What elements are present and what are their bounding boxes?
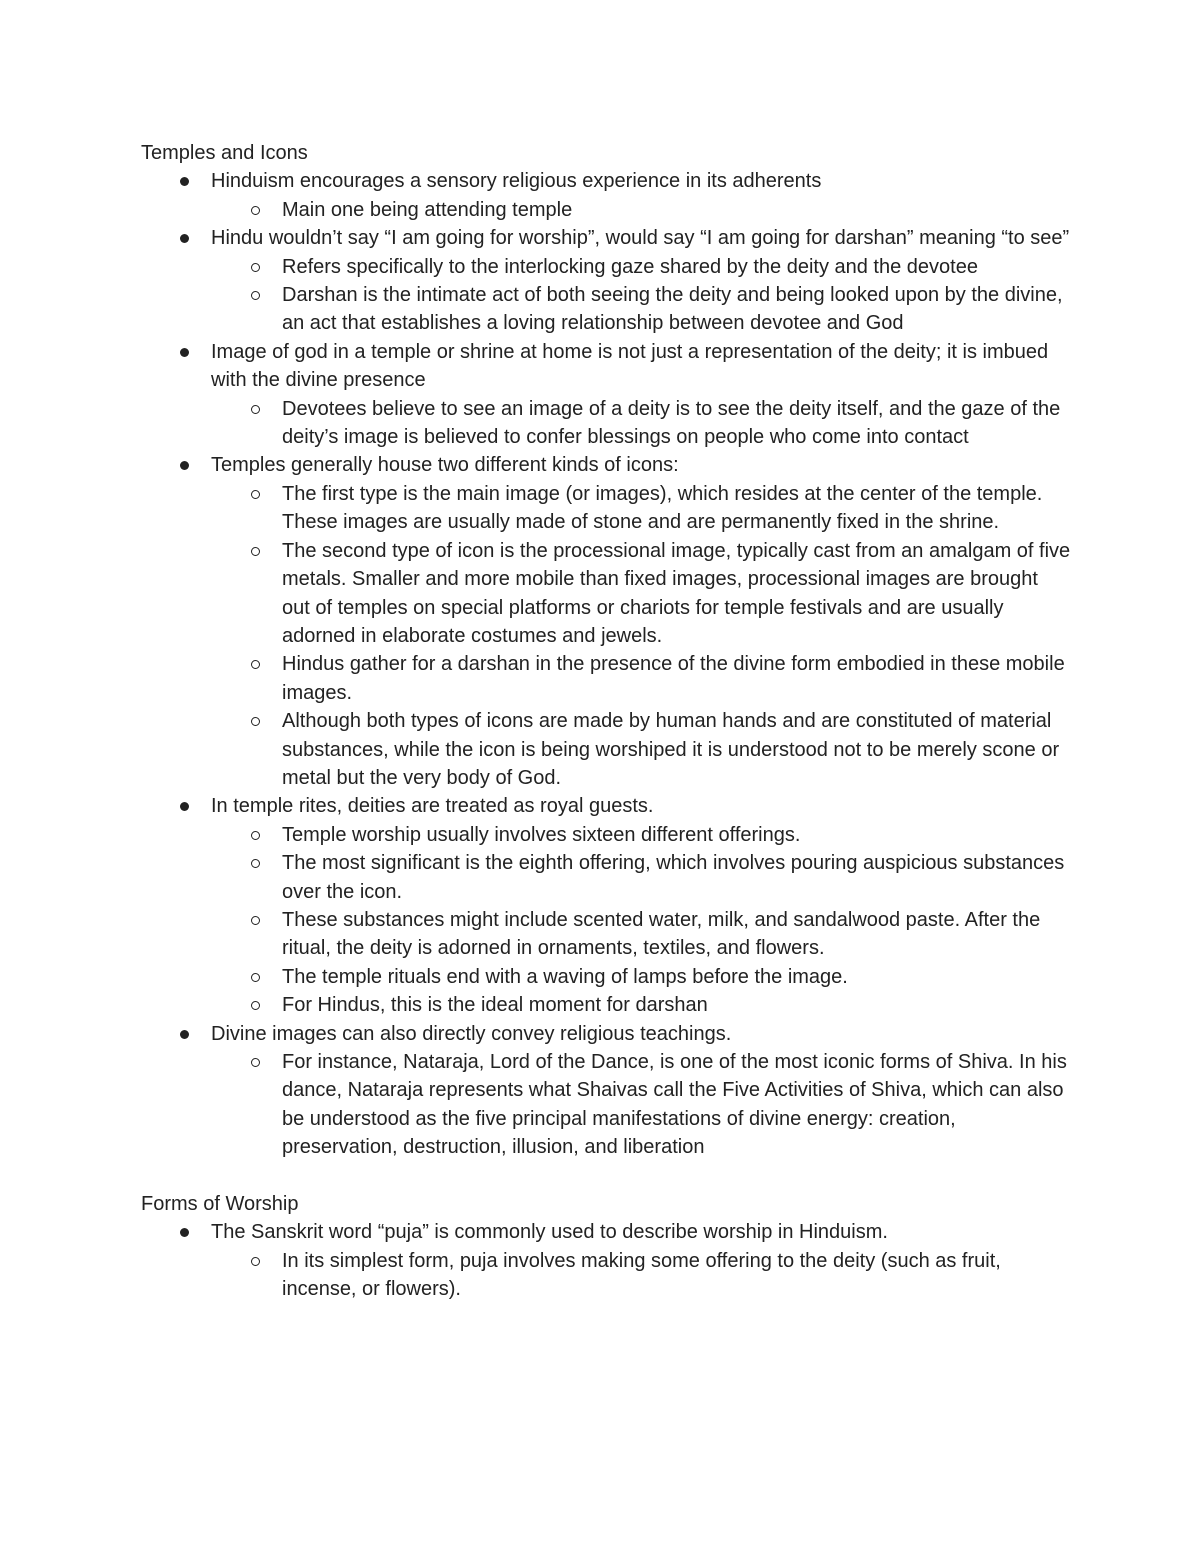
sub-list-item-text: Main one being attending temple [282,198,573,221]
sub-bullet-list [141,1048,1071,1162]
hollow-bullet-icon [251,859,260,868]
list-item-text: Divine images can also directly convey religious teachings. [211,1022,732,1045]
hollow-bullet-icon [251,405,260,414]
sub-list-item-text: The temple rituals end with a waving of lamps before the image. [282,965,848,988]
sub-list-item-text: For instance, Nataraja, Lord of the Dance, is one of the most iconic forms of Shiva. In his dance, Nataraja represents what Shaivas call the Five Activities of Shiva, which can also be understood as the five principal manifestations of divine energy: creation, preservation, destruction, illusion, and liberation [282,1051,1067,1159]
list-item [141,451,1071,792]
sub-bullet-list [141,1247,1071,1304]
filled-bullet-icon [180,348,189,357]
sub-bullet-list [141,253,1071,338]
sub-list-item-text: These substances might include scented water, milk, and sandalwood paste. After the ritual, the deity is adorned in ornaments, textiles, and flowers. [282,908,1041,960]
sub-bullet-list [141,395,1071,452]
list-item [141,224,1071,338]
sub-list-item [141,821,1071,849]
filled-bullet-icon [180,461,189,470]
list-item [141,792,1071,1019]
section-title: Forms of Worship [141,1193,299,1216]
hollow-bullet-icon [251,717,260,726]
list-item-text: Hindu wouldn’t say “I am going for worship”, would say “I am going for darshan” meaning “to see” [211,227,1070,250]
sub-list-item-text: Darshan is the intimate act of both seeing the deity and being looked upon by the divine, an act that establishes a loving relationship between devotee and God [282,284,1063,335]
hollow-bullet-icon [251,916,260,925]
sub-list-item-text: Refers specifically to the interlocking gaze shared by the deity and the devotee [282,255,978,278]
sub-list-item-text: Devotees believe to see an image of a deity is to see the deity itself, and the gaze of the deity’s image is believed to confer blessings on people who come into contact [282,397,1061,449]
sub-list-item [141,1048,1071,1162]
sub-list-item-text: In its simplest form, puja involves making some offering to the deity (such as fruit, incense, or flowers). [282,1249,1001,1301]
sub-list-item-text: The second type of icon is the processional image, typically cast from an amalgam of five metals. Smaller and more mobile than fixed images, processional images are brought out of temples on special platforms or chariots for temple festivals and are usually adorned in elaborate costumes and jewels. [282,539,1071,647]
list-item-text: The Sanskrit word “puja” is commonly used to describe worship in Hinduism. [211,1221,888,1244]
sub-list-item [141,707,1071,792]
hollow-bullet-icon [251,547,260,556]
sub-list-item [141,253,1071,281]
hollow-bullet-icon [251,291,260,300]
list-item-text: Temples generally house two different kinds of icons: [211,454,679,477]
hollow-bullet-icon [251,490,260,499]
sub-list-item [141,281,1071,338]
sub-list-item-text: Temple worship usually involves sixteen different offerings. [282,823,801,846]
filled-bullet-icon [180,1228,189,1237]
list-item [141,1020,1071,1162]
hollow-bullet-icon [251,660,260,669]
hollow-bullet-icon [251,206,260,215]
sub-bullet-list [141,821,1071,1020]
sub-list-item [141,650,1071,707]
hollow-bullet-icon [251,973,260,982]
list-item [141,1218,1071,1303]
sub-list-item-text: The most significant is the eighth offering, which involves pouring auspicious substances over the icon. [282,852,1065,903]
section-title: Temples and Icons [141,142,308,164]
sub-list-item [141,906,1071,963]
sub-list-item [141,196,1071,224]
sub-list-item [141,963,1071,991]
sub-list-item [141,480,1071,537]
document-content [141,139,1071,1304]
sub-list-item-text: For Hindus, this is the ideal moment for darshan [282,994,708,1017]
list-item-text: In temple rites, deities are treated as royal guests. [211,795,654,818]
list-item [141,338,1071,452]
filled-bullet-icon [180,177,189,186]
sub-bullet-list [141,196,1071,224]
sub-list-item [141,991,1071,1019]
bullet-list [141,1218,1071,1303]
sub-list-item [141,1247,1071,1304]
bullet-list [141,167,1071,1161]
hollow-bullet-icon [251,831,260,840]
sub-list-item [141,395,1071,452]
hollow-bullet-icon [251,263,260,272]
sub-list-item [141,537,1071,651]
list-item-text: Hinduism encourages a sensory religious experience in its adherents [211,170,822,193]
sub-list-item [141,849,1071,906]
hollow-bullet-icon [251,1001,260,1010]
sub-list-item-text: Although both types of icons are made by human hands and are constituted of material substances, while the icon is being worshiped it is understood not to be merely scone or metal but the very body of God. [282,710,1060,789]
filled-bullet-icon [180,1030,189,1039]
filled-bullet-icon [180,234,189,243]
sub-list-item-text: The first type is the main image (or images), which resides at the center of the temple. These images are usually made of stone and are permanently fixed in the shrine. [282,482,1043,534]
hollow-bullet-icon [251,1257,260,1266]
section-spacer [141,1162,1071,1190]
hollow-bullet-icon [251,1058,260,1067]
list-item-text: Image of god in a temple or shrine at home is not just a representation of the deity; it is imbued with the divine presence [211,340,1049,392]
filled-bullet-icon [180,802,189,811]
list-item [141,167,1071,224]
sub-list-item-text: Hindus gather for a darshan in the presence of the divine form embodied in these mobile images. [282,653,1065,704]
sub-bullet-list [141,480,1071,792]
